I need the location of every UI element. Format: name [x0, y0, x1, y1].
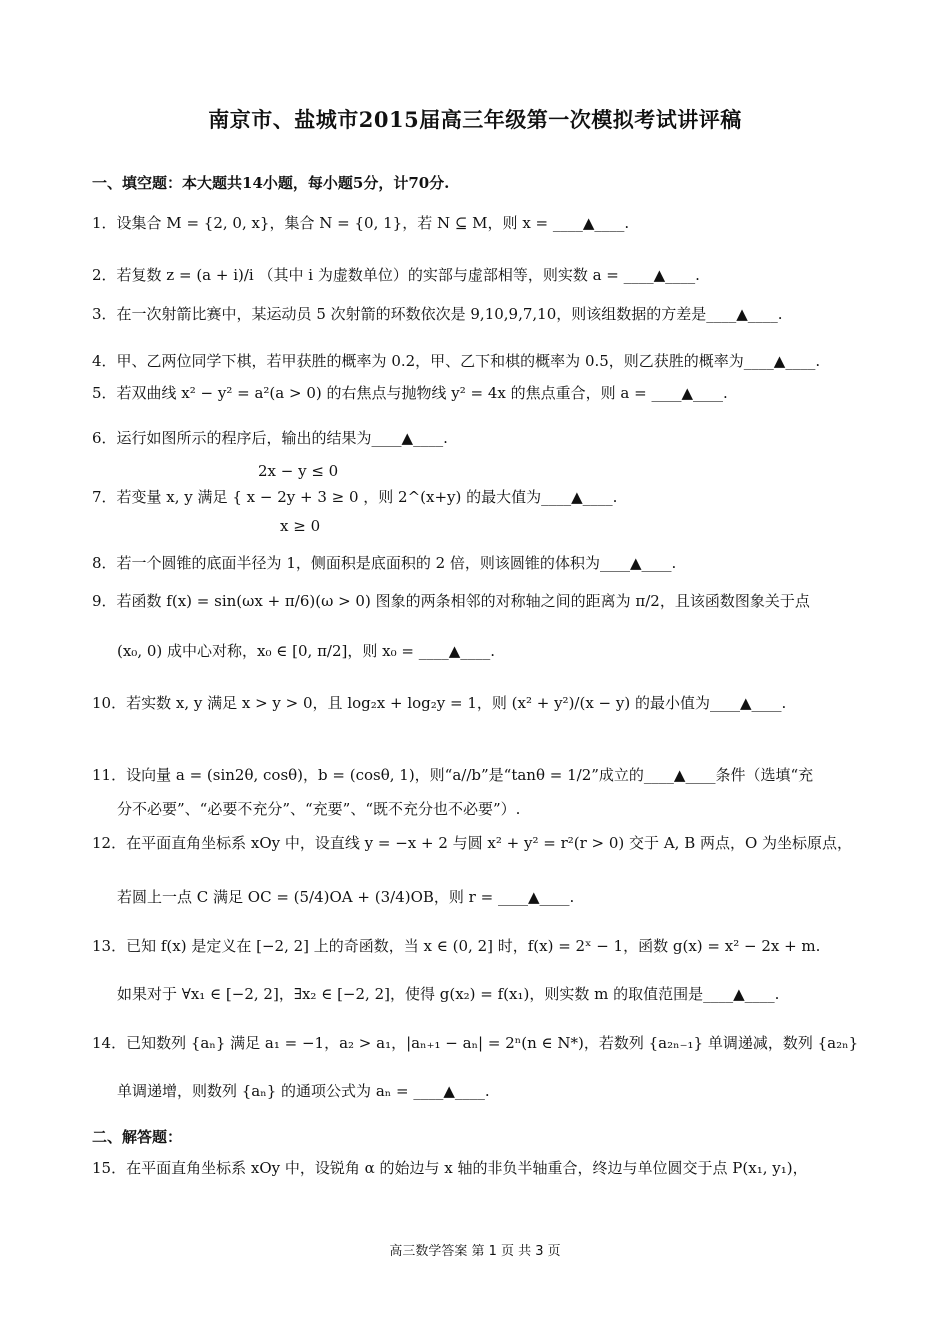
question-11-line-2: 分不必要”、“必要不充分”、“充要”、“既不充分也不必要”）.	[117, 800, 521, 818]
question-3: 3．在一次射箭比赛中，某运动员 5 次射箭的环数依次是 9,10,9,7,10，则该组数据的方差是____▲____.	[92, 305, 783, 323]
question-4: 4．甲、乙两位同学下棋，若甲获胜的概率为 0.2，甲、乙下和棋的概率为 0.5，则乙获胜的概率为____▲____.	[92, 352, 821, 370]
question-8: 8．若一个圆锥的底面半径为 1，侧面积是底面积的 2 倍，则该圆锥的体积为____▲____.	[92, 554, 677, 572]
question-2: 2．若复数 z = (a + i)/i （其中 i 为虚数单位）的实部与虚部相等，则实数 a = ____▲____.	[92, 266, 700, 284]
question-7-constraint-3: x ≥ 0	[280, 517, 321, 535]
question-12-line-1: 12．在平面直角坐标系 xOy 中，设直线 y = −x + 2 与圆 x² + y² = r²(r > 0) 交于 A, B 两点，O 为坐标原点，	[92, 834, 853, 852]
question-9-line-1: 9．若函数 f(x) = sin(ωx + π/6)(ω > 0) 图象的两条相邻的对称轴之间的距离为 π/2，且该函数图象关于点	[92, 592, 810, 610]
page-footer: 高三数学答案 第 1 页 共 3 页	[389, 1244, 561, 1259]
question-12-line-2: 若圆上一点 C 满足 OC = (5/4)OA + (3/4)OB，则 r = ____▲____.	[117, 888, 575, 906]
question-13-line-1: 13．已知 f(x) 是定义在 [−2, 2] 上的奇函数，当 x ∈ (0, 2] 时，f(x) = 2ˣ − 1，函数 g(x) = x² − 2x + m.	[92, 937, 821, 955]
question-14-line-1: 14．已知数列 {aₙ} 满足 a₁ = −1，a₂ > a₁，|aₙ₊₁ − aₙ| = 2ⁿ(n ∈ N*)，若数列 {a₂ₙ₋₁} 单调递减，数列 {a₂ₙ}	[92, 1034, 859, 1052]
question-7: 7．若变量 x, y 满足 { x − 2y + 3 ≥ 0 ，则 2^(x+y) 的最大值为____▲____.	[92, 488, 618, 506]
question-15: 15．在平面直角坐标系 xOy 中，设锐角 α 的始边与 x 轴的非负半轴重合，终边与单位圆交于点 P(x₁, y₁)，	[92, 1159, 808, 1177]
question-7-constraint-1: 2x − y ≤ 0	[258, 462, 339, 480]
question-1: 1．设集合 M = {2, 0, x}，集合 N = {0, 1}，若 N ⊆ M，则 x = ____▲____.	[92, 214, 630, 232]
question-6: 6．运行如图所示的程序后，输出的结果为____▲____.	[92, 429, 448, 447]
question-9-line-2: (x₀, 0) 成中心对称，x₀ ∈ [0, π/2]，则 x₀ = ____▲____.	[117, 642, 496, 660]
document-title: 南京市、盐城市2015届高三年级第一次模拟考试讲评稿	[208, 107, 742, 132]
section-solutions-heading: 二、解答题：	[92, 1128, 183, 1146]
question-5: 5．若双曲线 x² − y² = a²(a > 0) 的右焦点与抛物线 y² = 4x 的焦点重合，则 a = ____▲____.	[92, 384, 728, 402]
question-13-line-2: 如果对于 ∀x₁ ∈ [−2, 2]，∃x₂ ∈ [−2, 2]，使得 g(x₂) = f(x₁)，则实数 m 的取值范围是____▲____.	[117, 985, 780, 1003]
question-10: 10．若实数 x, y 满足 x > y > 0，且 log₂x + log₂y = 1，则 (x² + y²)/(x − y) 的最小值为____▲____.	[92, 694, 787, 712]
question-11-line-1: 11．设向量 a = (sin2θ, cosθ)，b = (cosθ, 1)，则“a//b”是“tanθ = 1/2”成立的____▲____条件（选填“充	[92, 766, 814, 784]
section-fill-in-heading: 一、填空题：本大题共14小题，每小题5分，计70分.	[92, 174, 450, 192]
question-14-line-2: 单调递增，则数列 {aₙ} 的通项公式为 aₙ = ____▲____.	[117, 1082, 490, 1100]
